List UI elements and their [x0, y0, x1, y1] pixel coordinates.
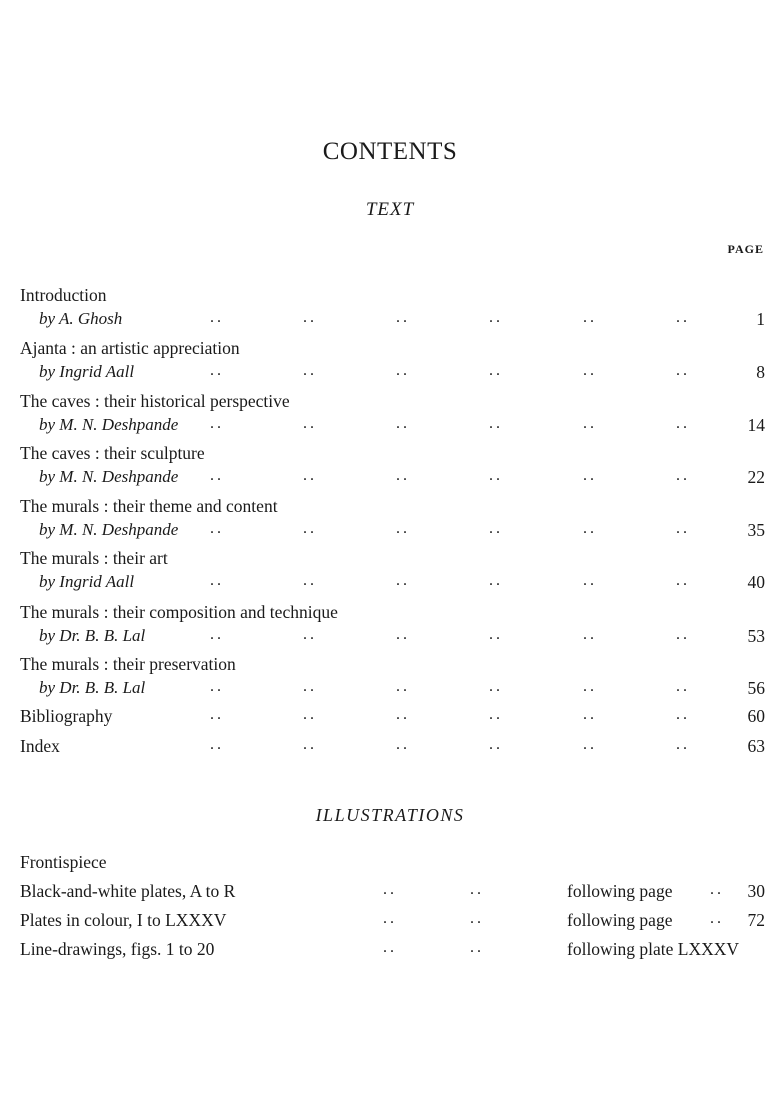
toc-entry: [20, 391, 765, 439]
leader-dots: ..: [303, 467, 317, 484]
leader-dots: ..: [470, 881, 484, 898]
leader-dots: ..: [383, 939, 397, 956]
leader-dots: ..: [303, 309, 317, 326]
illustration-title: Line-drawings, figs. 1 to 20: [20, 939, 215, 959]
leader-dots: ..: [489, 678, 503, 695]
leader-dots: ..: [489, 309, 503, 326]
illustration-entry: [20, 881, 765, 905]
leader-dots: ..: [396, 415, 410, 432]
leader-dots: ..: [396, 362, 410, 379]
leader-dots: ..: [583, 520, 597, 537]
leader-dots: ..: [396, 626, 410, 643]
toc-entry: [20, 602, 765, 650]
entry-page-number: 63: [747, 736, 765, 756]
leader-dots: ..: [303, 626, 317, 643]
leader-dots: ..: [676, 520, 690, 537]
toc-entry: [20, 443, 765, 491]
illustration-page-number: 30: [747, 881, 765, 901]
leader-dots: ..: [583, 572, 597, 589]
leader-dots: ..: [210, 626, 224, 643]
toc-entry: [20, 548, 765, 596]
leader-dots: ..: [210, 309, 224, 326]
entry-page-number: 56: [747, 678, 765, 698]
leader-dots: ..: [489, 736, 503, 753]
entry-title: The murals : their theme and content: [20, 496, 278, 516]
entry-page-number: 53: [747, 626, 765, 646]
leader-dots: ..: [470, 939, 484, 956]
leader-dots: ..: [210, 736, 224, 753]
leader-dots: ..: [210, 467, 224, 484]
entry-title: Introduction: [20, 285, 107, 305]
entry-title: The murals : their art: [20, 548, 168, 568]
leader-dots: ..: [396, 520, 410, 537]
entry-title: The murals : their preservation: [20, 654, 236, 674]
leader-dots: ..: [303, 415, 317, 432]
leader-dots: ..: [470, 910, 484, 927]
leader-dots: ..: [383, 881, 397, 898]
entry-page-number: 14: [747, 415, 765, 435]
leader-dots: ..: [303, 678, 317, 695]
leader-dots: ..: [676, 626, 690, 643]
entry-author: by M. N. Deshpande: [39, 415, 179, 434]
leader-dots: ..: [676, 706, 690, 723]
entry-page-number: 1: [756, 309, 765, 329]
toc-entry: [20, 285, 765, 333]
illustration-location: following plate LXXXV: [567, 939, 740, 959]
page-title: CONTENTS: [322, 138, 458, 165]
leader-dots: ..: [396, 309, 410, 326]
leader-dots: ..: [396, 467, 410, 484]
toc-entry: [20, 706, 765, 730]
leader-dots: ..: [303, 706, 317, 723]
illustration-entry: [20, 939, 765, 963]
entry-title: The caves : their historical perspective: [20, 391, 290, 411]
leader-dots: ..: [303, 520, 317, 537]
leader-dots: ..: [396, 572, 410, 589]
leader-dots: ..: [676, 572, 690, 589]
toc-entry: [20, 736, 765, 760]
leader-dots: ..: [583, 706, 597, 723]
leader-dots: ..: [383, 910, 397, 927]
leader-dots: ..: [210, 362, 224, 379]
leader-dots: ..: [303, 736, 317, 753]
leader-dots: ..: [396, 706, 410, 723]
toc-entry: [20, 496, 765, 544]
illustration-title: Plates in colour, I to LXXXV: [20, 910, 227, 930]
entry-title: Ajanta : an artistic appreciation: [20, 338, 240, 358]
leader-dots: ..: [676, 309, 690, 326]
entry-author: by A. Ghosh: [39, 309, 123, 328]
leader-dots: ..: [210, 415, 224, 432]
entry-page-number: 40: [747, 572, 765, 592]
entry-author: by M. N. Deshpande: [39, 520, 179, 539]
leader-dots: ..: [583, 309, 597, 326]
entry-title: Index: [20, 736, 60, 756]
entry-page-number: 22: [747, 467, 765, 487]
entry-author: by Dr. B. B. Lal: [39, 626, 146, 645]
entry-page-number: 35: [747, 520, 765, 540]
page-column-label: PAGE: [727, 242, 764, 256]
entry-author: by Ingrid Aall: [39, 362, 135, 381]
leader-dots: ..: [583, 415, 597, 432]
entry-author: by M. N. Deshpande: [39, 467, 179, 486]
illustration-title: Black-and-white plates, A to R: [20, 881, 236, 901]
illustration-page-number: 72: [747, 910, 765, 930]
toc-entry: [20, 654, 765, 702]
leader-dots: ..: [583, 362, 597, 379]
leader-dots: ..: [489, 467, 503, 484]
toc-entry: [20, 338, 765, 386]
leader-dots: ..: [489, 626, 503, 643]
leader-dots: ..: [210, 706, 224, 723]
leader-dots: ..: [303, 572, 317, 589]
leader-dots: ..: [583, 678, 597, 695]
illustration-title: Frontispiece: [20, 852, 107, 872]
leader-dots: ..: [210, 520, 224, 537]
leader-dots: ..: [210, 572, 224, 589]
illustration-entry: [20, 852, 765, 876]
leader-dots: ..: [583, 736, 597, 753]
illustration-location: following page: [567, 910, 673, 930]
entry-page-number: 8: [756, 362, 765, 382]
leader-dots: ..: [489, 520, 503, 537]
entry-title: Bibliography: [20, 706, 113, 726]
leader-dots: ..: [710, 910, 724, 927]
text-section-heading: TEXT: [365, 199, 415, 220]
illustration-entry: [20, 910, 765, 934]
leader-dots: ..: [303, 362, 317, 379]
entry-title: The murals : their composition and technique: [20, 602, 338, 622]
leader-dots: ..: [489, 706, 503, 723]
leader-dots: ..: [676, 362, 690, 379]
leader-dots: ..: [676, 736, 690, 753]
leader-dots: ..: [583, 467, 597, 484]
leader-dots: ..: [489, 362, 503, 379]
leader-dots: ..: [396, 736, 410, 753]
leader-dots: ..: [489, 415, 503, 432]
entry-author: by Dr. B. B. Lal: [39, 678, 146, 697]
leader-dots: ..: [710, 881, 724, 898]
leader-dots: ..: [210, 678, 224, 695]
leader-dots: ..: [676, 678, 690, 695]
leader-dots: ..: [396, 678, 410, 695]
entry-author: by Ingrid Aall: [39, 572, 135, 591]
illustrations-heading: ILLUSTRATIONS: [315, 805, 465, 825]
leader-dots: ..: [676, 467, 690, 484]
illustration-location: following page: [567, 881, 673, 901]
leader-dots: ..: [489, 572, 503, 589]
leader-dots: ..: [583, 626, 597, 643]
entry-title: The caves : their sculpture: [20, 443, 205, 463]
leader-dots: ..: [676, 415, 690, 432]
entry-page-number: 60: [747, 706, 765, 726]
